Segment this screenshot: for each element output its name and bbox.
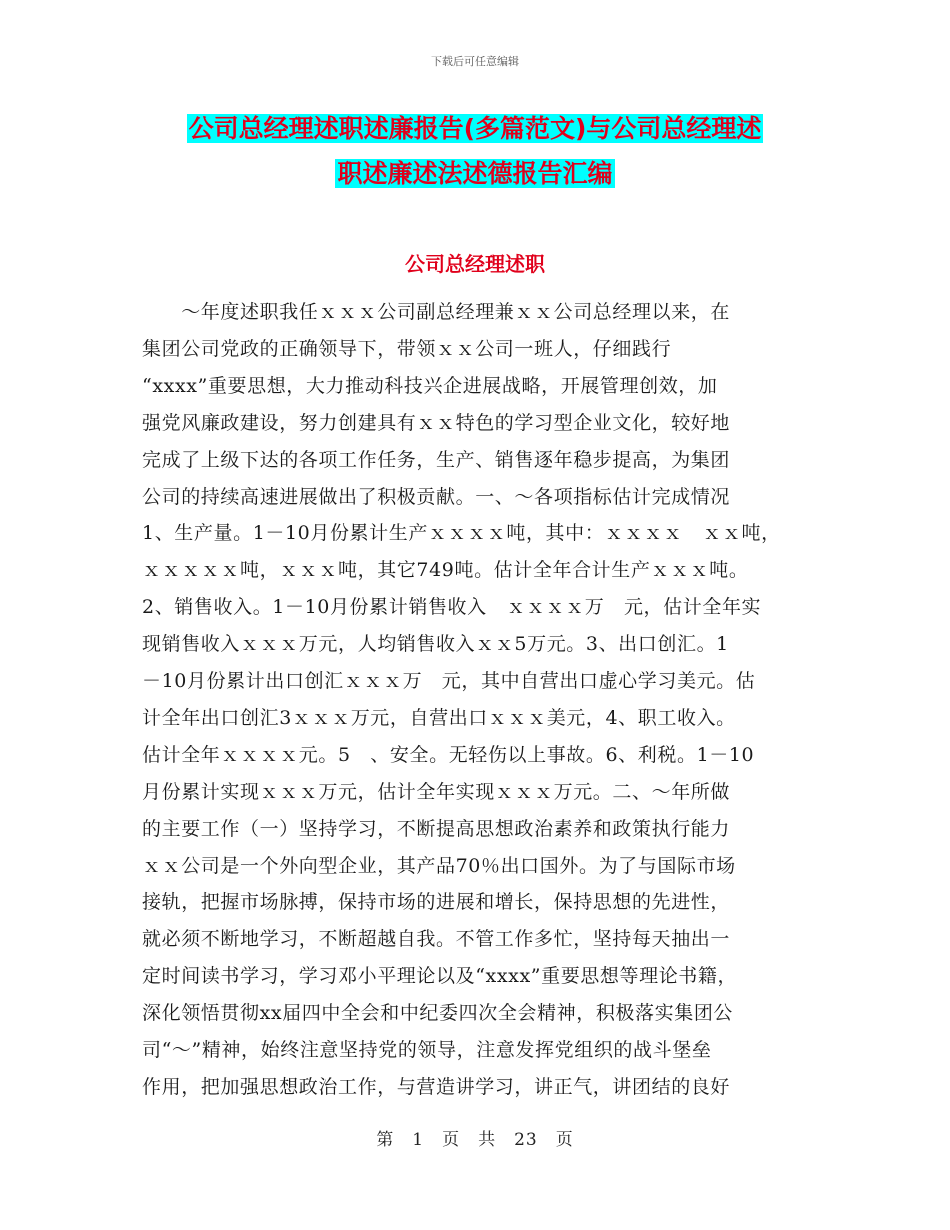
body-line: 作用，把加强思想政治工作，与营造讲学习，讲正气，讲团结的良好 [142, 1075, 731, 1098]
body-line: 月份累计实现ｘｘｘ万元，估计全年实现ｘｘｘ万元。二、～年所做 [142, 780, 731, 803]
body-line: 就必须不断地学习，不断超越自我。不管工作多忙，坚持每天抽出一 [142, 928, 731, 951]
body-line: “xxxx”重要思想，大力推动科技兴企进展战略，开展管理创效，加 [142, 374, 718, 397]
body-line: 计全年出口创汇3ｘｘｘ万元，自营出口ｘｘｘ美元，4、职工收入。 [142, 706, 736, 729]
page-footer: 第 1 页 共 23 页 [376, 1130, 574, 1150]
title-highlight-2: 职述廉述法述德报告汇编 [337, 159, 613, 188]
body-line: 估计全年ｘｘｘｘ元。5 、安全。无轻伤以上事故。6、利税。1－10 [142, 743, 755, 766]
body-line: 司“～”精神，始终注意坚持党的领导，注意发挥党组织的战斗堡垒 [142, 1039, 712, 1061]
header-note: 下载后可任意编辑 [431, 55, 519, 68]
section-title: 公司总经理述职 [405, 252, 545, 276]
body-line: 2、销售收入。1－10月份累计销售收入 ｘｘｘｘ万 元，估计全年实 [142, 596, 762, 619]
body-line: ～年度述职我任ｘｘｘ公司副总经理兼ｘｘ公司总经理以来，在 [142, 301, 731, 323]
body-line: －10月份累计出口创汇ｘｘｘ万 元，其中自营出口虚心学习美元。估 [142, 670, 756, 692]
body-line: 公司的持续高速进展做出了积极贡献。一、～各项指标估计完成情况 [142, 485, 731, 508]
body-line: 1、生产量。1－10月份累计生产ｘｘｘｘ吨，其中：ｘｘｘｘ ｘｘ吨， [142, 522, 781, 545]
title-highlight-1: 公司总经理述职述廉报告(多篇范文)与公司总经理述 [188, 114, 762, 143]
body-line: 定时间读书学习，学习邓小平理论以及“xxxx”重要思想等理论书籍， [142, 965, 738, 988]
body-line: ｘｘ公司是一个外向型企业，其产品70％出口国外。为了与国际市场 [142, 854, 736, 877]
body-line: 现销售收入ｘｘｘ万元，人均销售收入ｘｘ5万元。3、出口创汇。1 [142, 633, 729, 656]
body-line: 深化领悟贯彻xx届四中全会和中纪委四次全会精神，积极落实集团公 [142, 1002, 734, 1025]
body-line: 接轨，把握市场脉搏，保持市场的进展和增长，保持思想的先进性， [142, 891, 731, 914]
body-line: 完成了上级下达的各项工作任务，生产、销售逐年稳步提高，为集团 [142, 448, 731, 471]
body-line: ｘｘｘｘｘ吨，ｘｘｘ吨，其它749吨。估计全年合计生产ｘｘｘ吨。 [142, 559, 749, 582]
body-line: 强党风廉政建设，努力创建具有ｘｘ特色的学习型企业文化，较好地 [142, 411, 731, 434]
body-line: 的主要工作（一）坚持学习，不断提高思想政治素养和政策执行能力 [142, 817, 731, 840]
document-title-line-2 [0, 155, 950, 193]
document-title-line-1 [0, 110, 950, 148]
body-line: 集团公司党政的正确领导下，带领ｘｘ公司一班人，仔细践行 [142, 337, 672, 360]
